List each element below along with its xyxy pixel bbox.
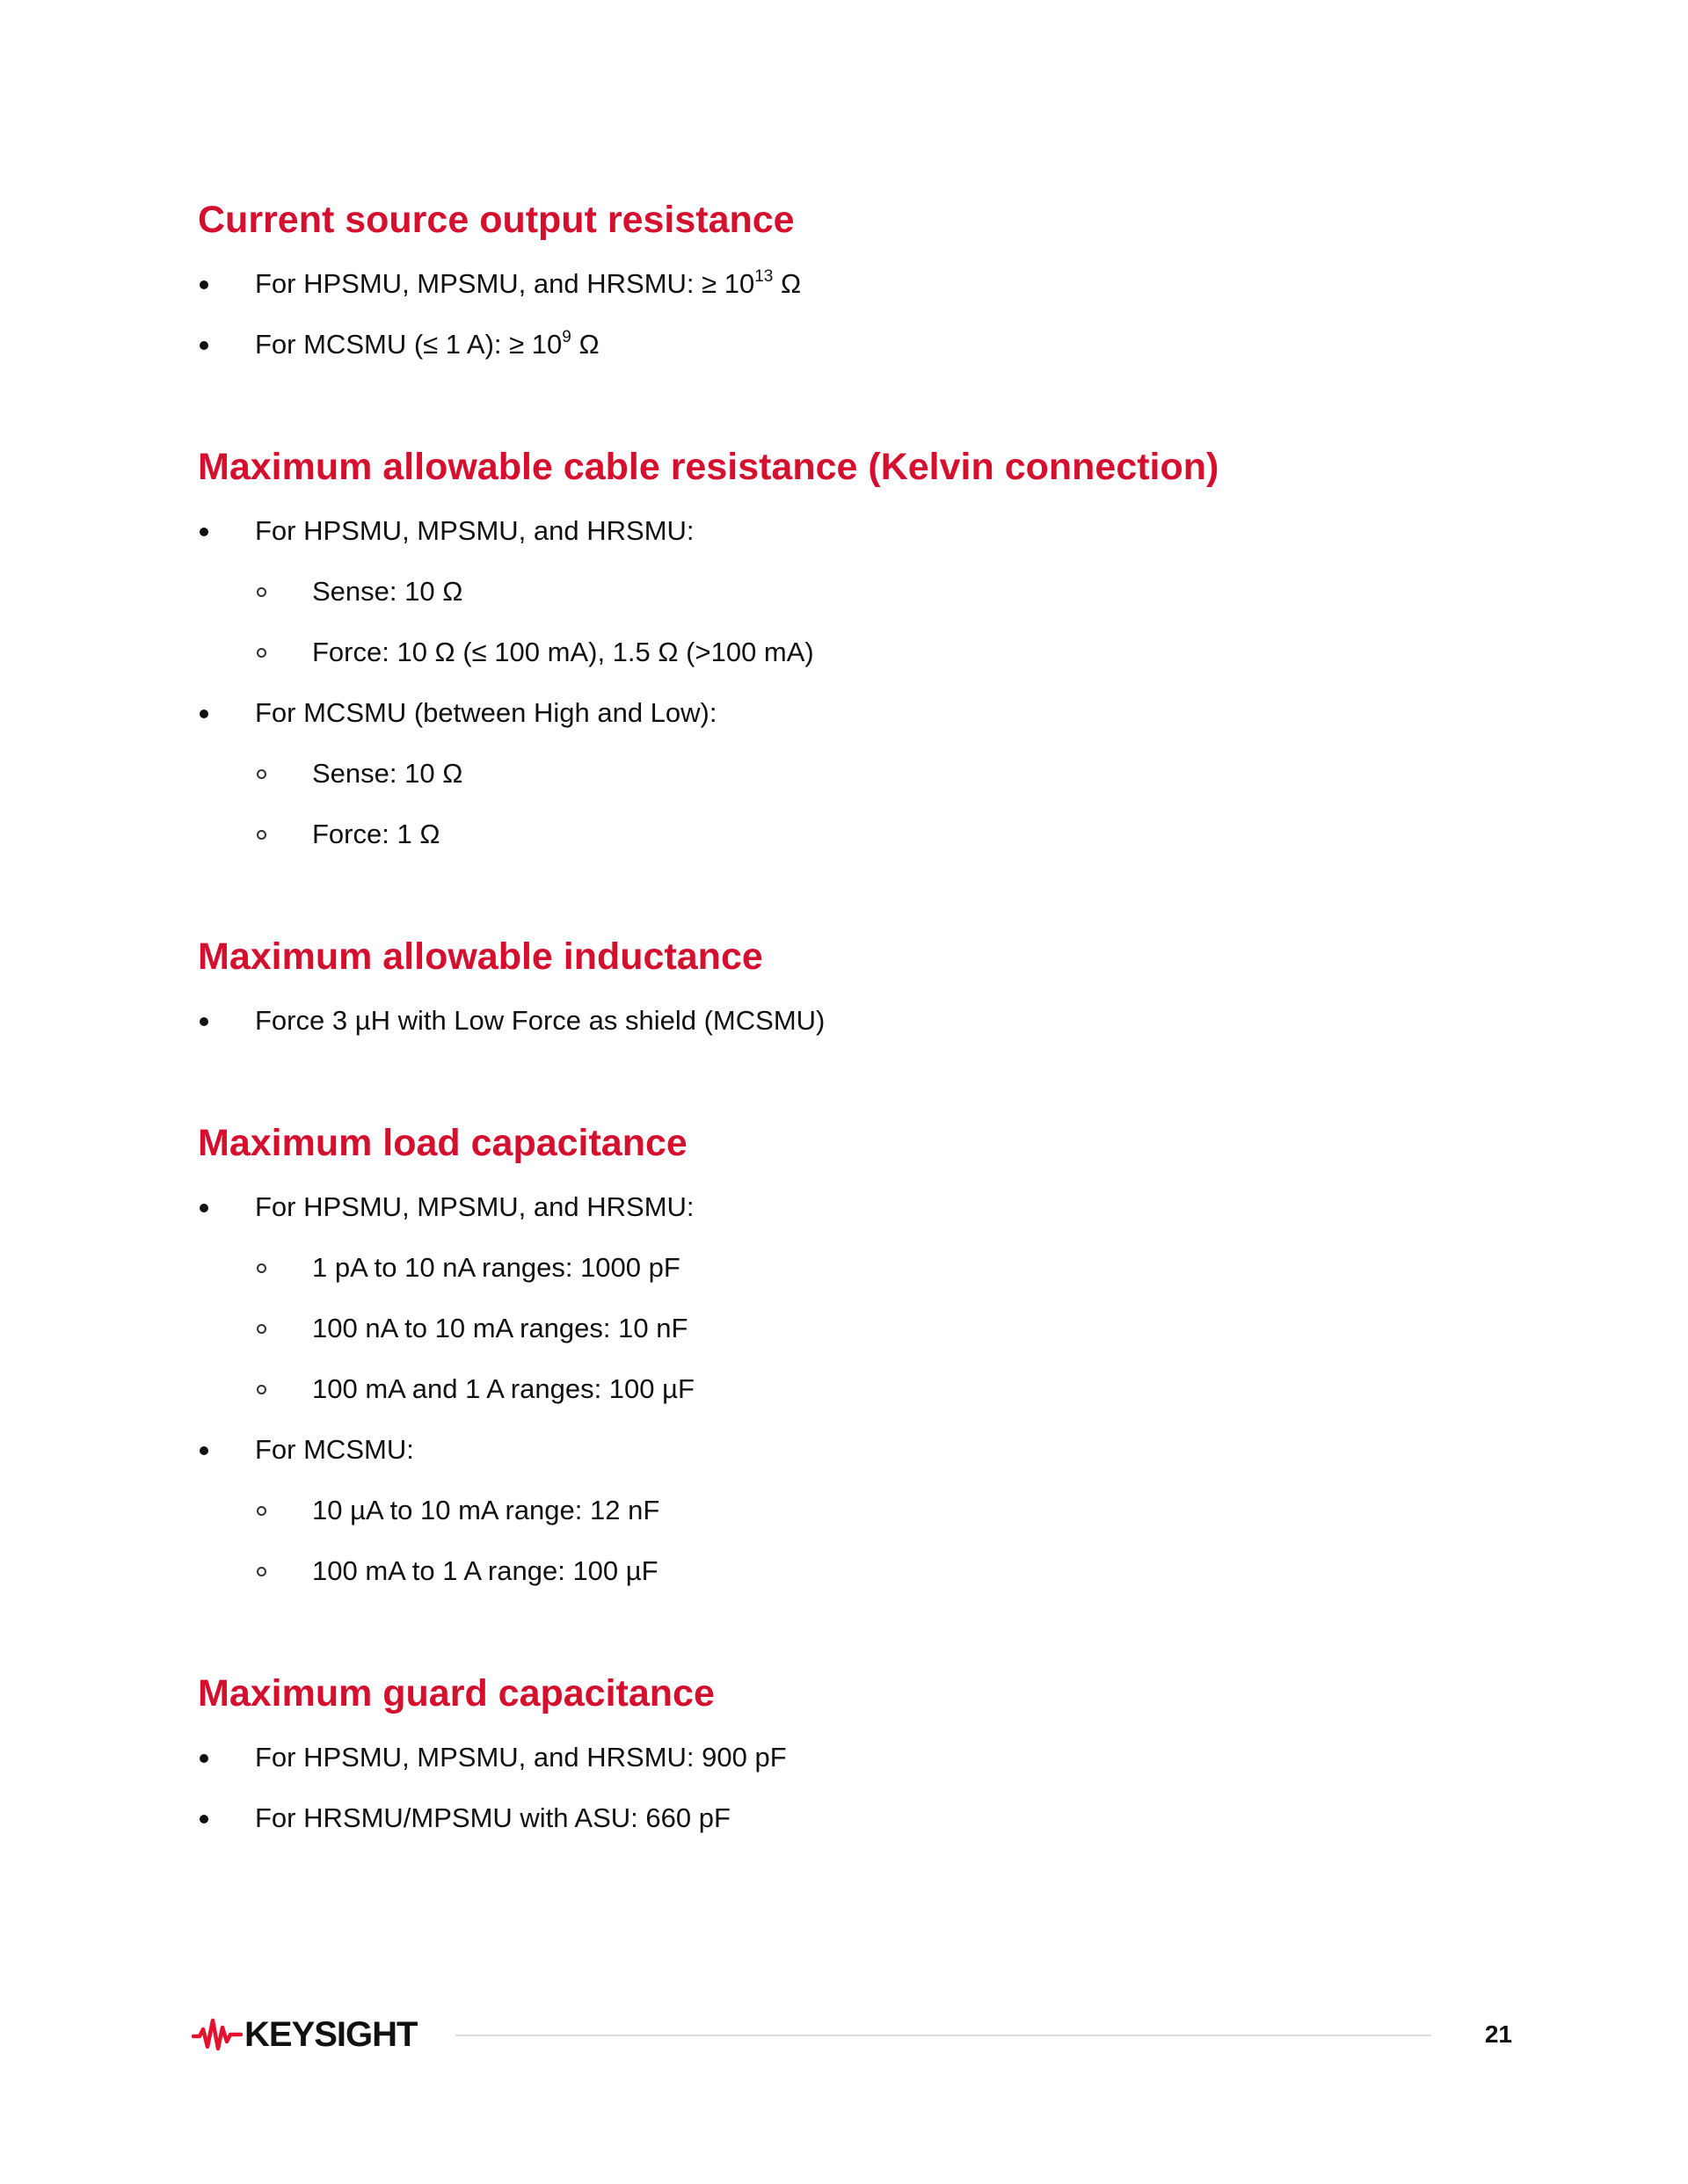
sub-list	[198, 1251, 1517, 1406]
sub-list-item	[198, 1251, 1517, 1285]
sub-list-item	[198, 1554, 1517, 1588]
hollow-bullet-icon	[257, 1506, 266, 1516]
sub-item-text: 100 nA to 10 mA ranges: 10 nF	[312, 1313, 688, 1343]
sub-list-item	[198, 1494, 1517, 1527]
hollow-bullet-icon	[257, 1263, 266, 1273]
bullet-icon	[200, 1446, 208, 1455]
hollow-bullet-icon	[257, 830, 266, 840]
bullet-icon	[200, 528, 208, 536]
section-heading: Maximum allowable cable resistance (Kelvin connection)	[198, 446, 1219, 488]
section-max-load-capacitance	[198, 1118, 1517, 1588]
sub-item-text: 100 mA and 1 A ranges: 100 µF	[312, 1373, 695, 1404]
hollow-bullet-icon	[257, 587, 266, 597]
sub-list-item	[198, 636, 1517, 669]
list-item	[198, 1190, 1517, 1406]
footer-divider	[455, 2035, 1431, 2036]
section-heading: Maximum allowable inductance	[198, 935, 763, 978]
item-text: Force 3 µH with Low Force as shield (MCSMU)	[255, 1005, 826, 1036]
bullet-list	[198, 1741, 1517, 1835]
item-text: For HRSMU/MPSMU with ASU: 660 pF	[255, 1802, 731, 1833]
bullet-list	[198, 514, 1517, 851]
section-heading: Maximum load capacitance	[198, 1122, 688, 1164]
sub-list-item	[198, 757, 1517, 790]
bullet-icon	[200, 1815, 208, 1824]
page-number: 21	[1484, 2020, 1512, 2048]
item-text: For HPSMU, MPSMU, and HRSMU: 900 pF	[255, 1742, 787, 1773]
section-max-cable-resistance	[198, 442, 1517, 851]
sub-item-text: Force: 1 Ω	[312, 819, 440, 849]
sub-item-text: 10 µA to 10 mA range: 12 nF	[312, 1495, 660, 1525]
sub-item-text: 100 mA to 1 A range: 100 µF	[312, 1555, 658, 1586]
sub-item-text: Sense: 10 Ω	[312, 758, 463, 789]
sub-item-text: Force: 10 Ω (≤ 100 mA), 1.5 Ω (>100 mA)	[312, 637, 814, 667]
item-text: For MCSMU:	[255, 1434, 414, 1465]
hollow-bullet-icon	[257, 648, 266, 658]
item-text: For MCSMU (≤ 1 A): ≥ $10^9$ Ω	[255, 328, 600, 360]
section-current-source-output-resistance	[198, 195, 1517, 361]
list-item	[198, 267, 1517, 301]
sub-list	[198, 1494, 1517, 1588]
bullet-list	[198, 267, 1517, 361]
list-item	[198, 1004, 1517, 1037]
sub-list-item	[198, 575, 1517, 608]
bullet-icon	[200, 280, 208, 289]
list-item	[198, 1802, 1517, 1835]
section-max-inductance	[198, 932, 1517, 1037]
section-heading: Maximum guard capacitance	[198, 1672, 715, 1714]
item-text: For HPSMU, MPSMU, and HRSMU: ≥ $10^{13}$ Ω	[255, 267, 802, 299]
bullet-list	[198, 1190, 1517, 1588]
bullet-icon	[200, 1204, 208, 1212]
item-text: For MCSMU (between High and Low):	[255, 697, 717, 728]
bullet-icon	[200, 341, 208, 350]
hollow-bullet-icon	[257, 1567, 266, 1576]
list-item	[198, 328, 1517, 361]
hollow-bullet-icon	[257, 1385, 266, 1394]
bullet-list	[198, 1004, 1517, 1037]
keysight-wave-icon	[192, 2015, 243, 2054]
keysight-logo	[192, 2015, 417, 2054]
section-heading: Current source output resistance	[198, 199, 795, 241]
sub-item-text: 1 pA to 10 nA ranges: 1000 pF	[312, 1252, 680, 1283]
list-item	[198, 1741, 1517, 1774]
list-item	[198, 514, 1517, 669]
section-max-guard-capacitance	[198, 1669, 1517, 1835]
hollow-bullet-icon	[257, 1324, 266, 1334]
logo-wordmark: KEYSIGHT	[244, 2014, 418, 2054]
item-text: For HPSMU, MPSMU, and HRSMU:	[255, 1191, 695, 1222]
sub-list-item	[198, 818, 1517, 851]
bullet-icon	[200, 1754, 208, 1763]
bullet-icon	[200, 1017, 208, 1026]
sub-list-item	[198, 1372, 1517, 1406]
list-item	[198, 1433, 1517, 1588]
hollow-bullet-icon	[257, 769, 266, 779]
bullet-icon	[200, 710, 208, 718]
sub-list-item	[198, 1312, 1517, 1345]
sub-list	[198, 575, 1517, 669]
list-item	[198, 696, 1517, 851]
sub-item-text: Sense: 10 Ω	[312, 576, 463, 607]
document-body	[198, 195, 1517, 1835]
item-text: For HPSMU, MPSMU, and HRSMU:	[255, 515, 695, 546]
sub-list	[198, 757, 1517, 851]
